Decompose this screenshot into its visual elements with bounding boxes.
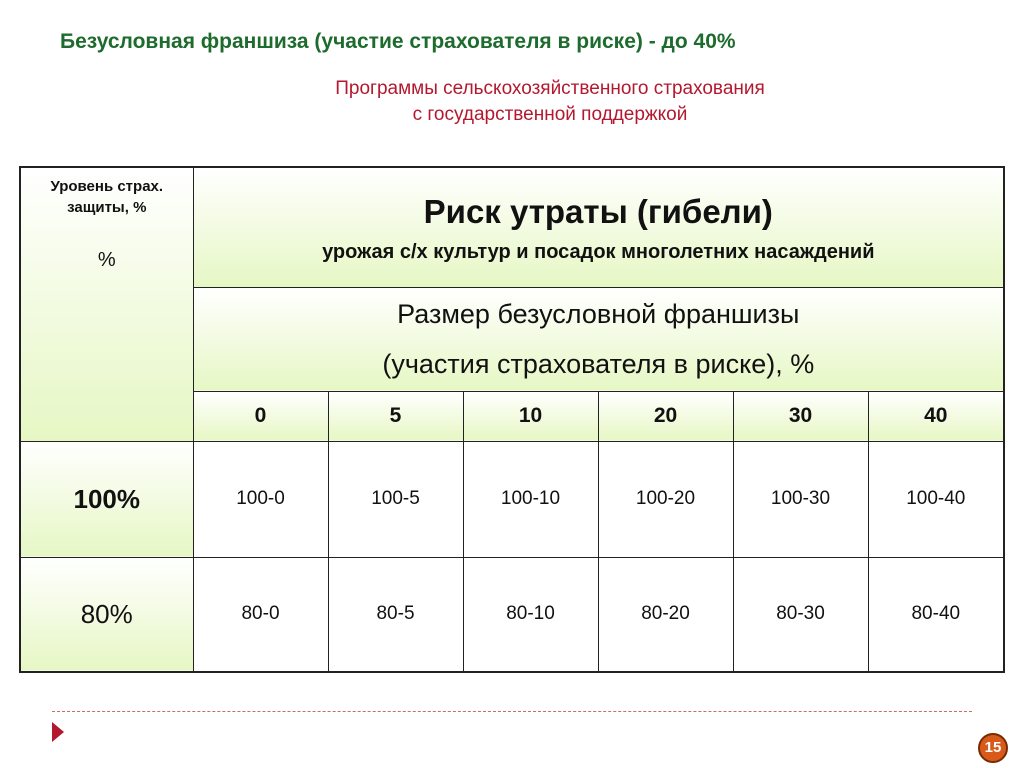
play-arrow-icon[interactable] [52,722,64,742]
table-cell: 100-20 [598,441,733,557]
subtitle-line-2: с государственной поддержкой [412,104,688,125]
row-label-80: 80% [20,557,193,672]
table-cell: 80-30 [733,557,868,672]
subtitle-line-1: Программы сельскохозяйственного страхования [335,78,765,99]
table-cell: 100-30 [733,441,868,557]
page-number-badge: 15 [978,733,1008,763]
column-header-10: 10 [463,391,598,441]
table-cell: 80-10 [463,557,598,672]
column-header-20: 20 [598,391,733,441]
risk-subtitle: урожая с/х культур и посадок многолетних насаждений [322,240,875,263]
slide-title: Безусловная франшиза (участие страхователя в риске) - до 40% [60,30,736,53]
table-cell: 80-20 [598,557,733,672]
level-header-cell [20,167,193,441]
slide-subtitle [240,76,860,128]
level-header-unit: % [97,249,116,271]
level-header-label: Уровень страх. защиты, % [50,178,164,216]
table-cell: 100-5 [328,441,463,557]
column-header-0: 0 [193,391,328,441]
table-cell: 100-40 [868,441,1004,557]
table-cell: 100-10 [463,441,598,557]
deductible-line-2: (участия страхователя в риске), % [382,349,815,379]
column-header-30: 30 [733,391,868,441]
table-cell: 80-0 [193,557,328,672]
deductible-table [19,166,1005,673]
footer-divider [52,711,972,712]
table-row [20,557,1004,672]
table-cell: 100-0 [193,441,328,557]
risk-header-cell [193,167,1004,287]
table-row [20,441,1004,557]
deductible-line-1: Размер безусловной франшизы [397,299,800,329]
table-cell: 80-5 [328,557,463,672]
deductible-header-cell [193,287,1004,391]
column-header-40: 40 [868,391,1004,441]
row-label-100: 100% [20,441,193,557]
column-header-5: 5 [328,391,463,441]
risk-title: Риск утраты (гибели) [423,192,773,230]
table-cell: 80-40 [868,557,1004,672]
